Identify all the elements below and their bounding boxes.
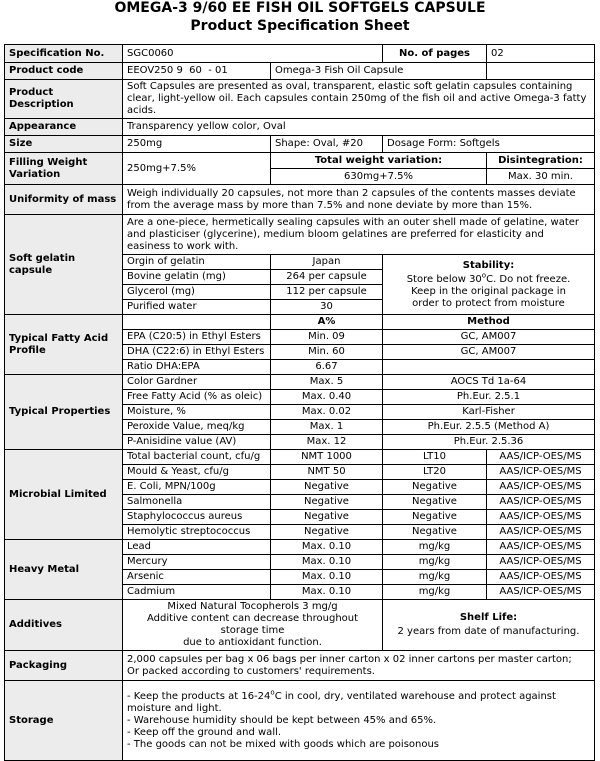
product-name: Omega-3 Fish Oil Capsule (271, 63, 487, 80)
size-value: 250mg (123, 136, 271, 153)
heavy-item-method: AAS/ICP-OES/MS (487, 585, 595, 600)
table-row (5, 450, 595, 465)
stability-line-2: Keep in the original package in (411, 285, 566, 297)
document-subtitle: Product Specification Sheet (190, 18, 410, 34)
heavy-item-unit: mg/kg (383, 555, 487, 570)
microbial-item-name: Total bacterial count, cfu/g (123, 450, 271, 465)
microbial-item-name: Staphylococcus aureus (123, 510, 271, 525)
fatty-item-method (383, 360, 595, 375)
fatty-item-value: Min. 60 (271, 345, 383, 360)
microbial-item-value: Negative (271, 525, 383, 540)
fatty-item-name: Ratio DHA:EPA (123, 360, 271, 375)
stability-box (383, 255, 595, 315)
microbial-item-method: AAS/ICP-OES/MS (487, 525, 595, 540)
microbial-item-method: AAS/ICP-OES/MS (487, 465, 595, 480)
typical-item-name: P-Anisidine value (AV) (123, 435, 271, 450)
filling-label: Filling Weight Variation (5, 153, 123, 185)
disintegration-label: Disintegration: (487, 153, 595, 169)
row-product-code (5, 63, 595, 80)
typical-item-value: Max. 1 (271, 420, 383, 435)
heavy-item-method: AAS/ICP-OES/MS (487, 555, 595, 570)
product-code: EEOV250 9 60 - 01 (127, 65, 228, 76)
typical-item-name: Peroxide Value, meq/kg (123, 420, 271, 435)
fatty-item-name: DHA (C22:6) in Ethyl Esters (123, 345, 271, 360)
spec-no-value: SGC0060 (123, 45, 383, 63)
storage-line-1-pre: - Keep the products at 16-24 (127, 690, 271, 702)
row-storage (5, 681, 595, 761)
stability-line-1 (387, 271, 590, 286)
packaging-text (123, 651, 595, 681)
microbial-item-name: Salmonella (123, 495, 271, 510)
softgel-label: Soft gelatin capsule (5, 215, 123, 315)
softgel-text: Are a one-piece, hermetically sealing capsules with an outer shell made of gelatine, water and plasticiser (glycerine), medium bloom gelatines are preferred for elasticity and easiness to work with. (123, 215, 595, 255)
appearance-label: Appearance (5, 119, 123, 136)
softgel-item-name: Glycerol (mg) (123, 285, 271, 300)
disintegration-value: Max. 30 min. (487, 169, 595, 185)
typical-item-name: Free Fatty Acid (% as oleic) (123, 390, 271, 405)
packaging-label: Packaging (5, 651, 123, 681)
uniformity-text: Weigh individually 20 capsules, not more than 2 capsules of the contents masses deviate from the average mass by more than 7.5% and none deviate by more than 15%. (123, 185, 595, 215)
storage-text (123, 681, 595, 761)
typical-item-name: Moisture, % (123, 405, 271, 420)
fatty-col-method: Method (383, 315, 595, 330)
pages-value: 02 (487, 45, 595, 63)
shelf-life (383, 600, 595, 651)
microbial-item-method: AAS/ICP-OES/MS (487, 510, 595, 525)
softgel-item-name: Bovine gelatin (mg) (123, 270, 271, 285)
stability-line-1-pre: Store below 30 (406, 273, 482, 285)
fatty-item-value: 6.67 (271, 360, 383, 375)
softgel-item-value: Japan (271, 255, 383, 270)
fatty-label: Typical Fatty Acid Profile (5, 315, 123, 375)
degree-symbol: o (481, 271, 487, 280)
microbial-item-unit: Negative (383, 525, 487, 540)
row-fatty-header (5, 315, 595, 330)
fatty-item-value: Min. 09 (271, 330, 383, 345)
heavy-item-method: AAS/ICP-OES/MS (487, 570, 595, 585)
additives-line-1: Mixed Natural Tocopherols 3 mg/g (167, 601, 338, 612)
table-row (5, 375, 595, 390)
description-label: Product Description (5, 80, 123, 119)
microbial-item-name: Hemolytic streptococcus (123, 525, 271, 540)
storage-line-1 (127, 688, 590, 715)
total-weight-value: 630mg+7.5% (271, 169, 487, 185)
heavy-item-value: Max. 0.10 (271, 585, 383, 600)
fatty-col-a: A% (271, 315, 383, 330)
product-code-value (123, 63, 271, 80)
microbial-item-name: E. Coli, MPN/100g (123, 480, 271, 495)
microbial-item-name: Mould & Yeast, cfu/g (123, 465, 271, 480)
shelf-life-text: 2 years from date of manufacturing. (397, 626, 580, 637)
storage-line-4: - The goods can not be mixed with goods which are poisonous (127, 738, 440, 750)
typical-item-method: Karl-Fisher (383, 405, 595, 420)
document-title: OMEGA-3 9/60 EE FISH OIL SOFTGELS CAPSULE (114, 0, 486, 16)
heavy-item-unit: mg/kg (383, 585, 487, 600)
shelf-life-title: Shelf Life: (459, 612, 518, 623)
heavy-item-name: Lead (123, 540, 271, 555)
description-text: Soft Capsules are presented as oval, transparent, elastic soft gelatin capsules containing clear, light-yellow oil. Each capsules contain 250mg of the fish oil and active Omega-3 fatty acids. (123, 80, 595, 119)
heavy-item-name: Arsenic (123, 570, 271, 585)
additives-label: Additives (5, 600, 123, 651)
fatty-item-name: EPA (C20:5) in Ethyl Esters (123, 330, 271, 345)
microbial-item-method: AAS/ICP-OES/MS (487, 495, 595, 510)
microbial-item-unit: Negative (383, 510, 487, 525)
heavy-item-method: AAS/ICP-OES/MS (487, 540, 595, 555)
storage-line-3: - Keep off the ground and wall. (127, 726, 282, 738)
degree-symbol: o (270, 688, 275, 697)
microbial-item-value: Negative (271, 480, 383, 495)
typical-item-value: Max. 0.02 (271, 405, 383, 420)
typical-item-method: Ph.Eur. 2.5.1 (383, 390, 595, 405)
row-filling-1 (5, 153, 595, 169)
row-description (5, 80, 595, 119)
spec-no-label: Specification No. (5, 45, 123, 63)
softgel-item-value: 264 per capsule (271, 270, 383, 285)
additives-line-2: Additive content can decrease throughout storage time (146, 613, 359, 636)
heavy-item-value: Max. 0.10 (271, 570, 383, 585)
stability-line-1-post: C. Do not freeze. (486, 273, 571, 285)
storage-line-2: - Warehouse humidity should be kept between 45% and 65%. (127, 714, 437, 726)
row-uniformity (5, 185, 595, 215)
table-row (5, 540, 595, 555)
softgel-item-value: 30 (271, 300, 383, 315)
size-dosage: Dosage Form: Softgels (383, 136, 595, 153)
microbial-item-unit: Negative (383, 480, 487, 495)
row-softgel-text (5, 215, 595, 255)
microbial-item-value: Negative (271, 495, 383, 510)
additives-line-3: due to antioxidant function. (183, 637, 322, 648)
heavy-item-unit: mg/kg (383, 570, 487, 585)
row-appearance (5, 119, 595, 136)
product-code-empty (487, 63, 595, 80)
fatty-header-empty (123, 315, 271, 330)
size-shape: Shape: Oval, #20 (271, 136, 383, 153)
heavy-item-unit: mg/kg (383, 540, 487, 555)
heavy-item-name: Cadmium (123, 585, 271, 600)
fatty-item-method: GC, AM007 (383, 330, 595, 345)
size-label: Size (5, 136, 123, 153)
total-weight-label: Total weight variation: (271, 153, 487, 169)
microbial-item-method: AAS/ICP-OES/MS (487, 450, 595, 465)
microbial-item-value: NMT 50 (271, 465, 383, 480)
storage-line-1-post: C in cool, dry, ventilated warehouse and protect against moisture and light. (127, 690, 556, 714)
fatty-item-method: GC, AM007 (383, 345, 595, 360)
heavy-item-name: Mercury (123, 555, 271, 570)
typical-item-method: Ph.Eur. 2.5.36 (383, 435, 595, 450)
softgel-item-value: 112 per capsule (271, 285, 383, 300)
pages-label: No. of pages (383, 45, 487, 63)
stability-title: Stability: (462, 259, 515, 271)
storage-label: Storage (5, 681, 123, 761)
microbial-item-value: NMT 1000 (271, 450, 383, 465)
typical-item-value: Max. 12 (271, 435, 383, 450)
row-packaging (5, 651, 595, 681)
heavy-item-value: Max. 0.10 (271, 540, 383, 555)
product-code-label: Product code (5, 63, 123, 80)
microbial-item-value: Negative (271, 510, 383, 525)
additives-text (123, 600, 383, 651)
filling-value: 250mg+7.5% (123, 153, 271, 185)
typical-label: Typical Properties (5, 375, 123, 450)
specification-table (4, 44, 595, 761)
packaging-line-2: Or packed according to customers' requirements. (127, 665, 375, 677)
microbial-label: Microbial Limited (5, 450, 123, 540)
row-size (5, 136, 595, 153)
microbial-item-unit: Negative (383, 495, 487, 510)
heavy-label: Heavy Metal (5, 540, 123, 600)
typical-item-method: AOCS Td 1a-64 (383, 375, 595, 390)
row-spec-no (5, 45, 595, 63)
softgel-item-name: Purified water (123, 300, 271, 315)
appearance-value: Transparency yellow color, Oval (123, 119, 595, 136)
packaging-line-1: 2,000 capsules per bag x 06 bags per inner carton x 02 inner cartons per master carton; (127, 653, 572, 665)
microbial-item-unit: LT10 (383, 450, 487, 465)
softgel-item-name: Orgin of gelatin (123, 255, 271, 270)
heavy-item-value: Max. 0.10 (271, 555, 383, 570)
microbial-item-method: AAS/ICP-OES/MS (487, 480, 595, 495)
row-additives (5, 600, 595, 651)
typical-item-method: Ph.Eur. 2.5.5 (Method A) (383, 420, 595, 435)
stability-line-3: order to protect from moisture (412, 297, 565, 309)
typical-item-value: Max. 0.40 (271, 390, 383, 405)
uniformity-label: Uniformity of mass (5, 185, 123, 215)
microbial-item-unit: LT20 (383, 465, 487, 480)
typical-item-value: Max. 5 (271, 375, 383, 390)
typical-item-name: Color Gardner (123, 375, 271, 390)
